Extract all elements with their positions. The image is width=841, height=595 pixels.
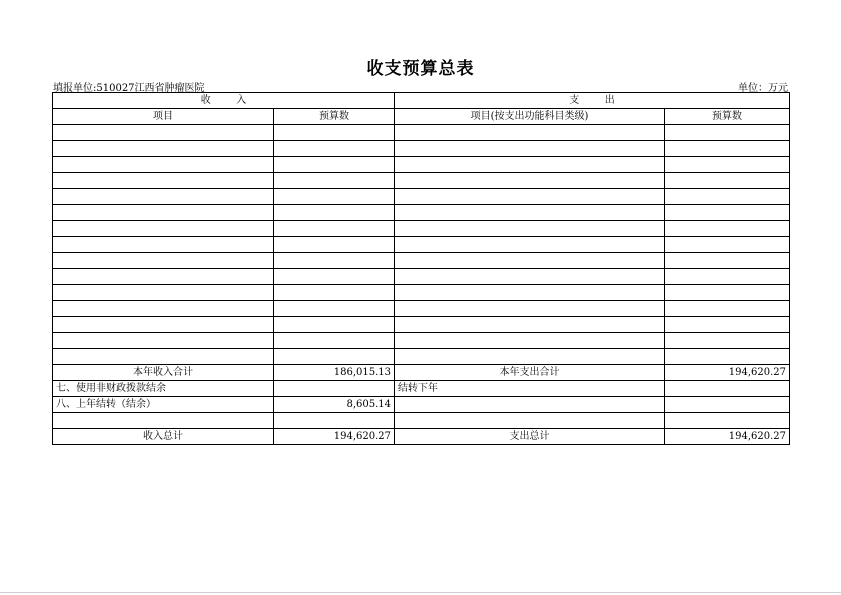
- blank-row: [53, 205, 790, 221]
- income-item-cell: [53, 237, 274, 253]
- expense-item-cell: [395, 397, 665, 413]
- group-header-row: [53, 93, 790, 109]
- summary-row: [53, 429, 790, 445]
- reporting-unit: 填报单位:510027江西省肿瘤医院: [53, 83, 205, 94]
- blank-row: [53, 253, 790, 269]
- income-amount-cell: [274, 157, 395, 173]
- income-amount-cell: [274, 141, 395, 157]
- expense-amount-cell: [665, 333, 790, 349]
- income-item-cell: [53, 205, 274, 221]
- expense-item-cell: 本年支出合计: [395, 365, 665, 381]
- expense-amount-header: 预算数: [665, 109, 790, 125]
- income-item-cell: [53, 413, 274, 429]
- expense-item-cell: [395, 189, 665, 205]
- income-amount-cell: [274, 173, 395, 189]
- expense-item-cell: [395, 141, 665, 157]
- income-item-cell: 七、使用非财政拨款结余: [53, 381, 274, 397]
- income-item-cell: [53, 189, 274, 205]
- expense-item-cell: [395, 205, 665, 221]
- income-amount-cell: [274, 125, 395, 141]
- income-item-cell: [53, 317, 274, 333]
- income-item-cell: [53, 253, 274, 269]
- income-item-cell: [53, 125, 274, 141]
- summary-row: [53, 381, 790, 397]
- expense-item-cell: 结转下年: [395, 381, 665, 397]
- income-item-cell: [53, 333, 274, 349]
- expense-item-cell: [395, 269, 665, 285]
- expense-item-cell: 支出总计: [395, 429, 665, 445]
- page-divider: [0, 592, 841, 593]
- expense-amount-cell: [665, 237, 790, 253]
- income-amount-cell: [274, 381, 395, 397]
- income-amount-cell: [274, 205, 395, 221]
- expense-item-cell: [395, 221, 665, 237]
- income-item-header: 项目: [53, 109, 274, 125]
- blank-row: [53, 333, 790, 349]
- expense-item-cell: [395, 301, 665, 317]
- income-group-header: 收 入: [53, 93, 395, 109]
- income-amount-cell: 194,620.27: [274, 429, 395, 445]
- expense-amount-cell: [665, 125, 790, 141]
- expense-amount-cell: [665, 381, 790, 397]
- expense-item-cell: [395, 173, 665, 189]
- expense-amount-cell: [665, 269, 790, 285]
- expense-amount-cell: [665, 189, 790, 205]
- income-amount-cell: [274, 301, 395, 317]
- summary-row: [53, 365, 790, 381]
- income-amount-cell: [274, 237, 395, 253]
- income-amount-cell: [274, 253, 395, 269]
- expense-amount-cell: [665, 221, 790, 237]
- income-item-cell: 八、上年结转（结余）: [53, 397, 274, 413]
- budget-table: [52, 92, 790, 445]
- expense-group-header: 支 出: [395, 93, 790, 109]
- expense-item-cell: [395, 237, 665, 253]
- expense-item-cell: [395, 125, 665, 141]
- unit-of-measure: 单位：万元: [738, 83, 788, 94]
- expense-amount-cell: [665, 301, 790, 317]
- income-amount-header: 预算数: [274, 109, 395, 125]
- expense-item-cell: [395, 285, 665, 301]
- income-amount-cell: [274, 413, 395, 429]
- income-item-cell: 收入总计: [53, 429, 274, 445]
- income-item-cell: 本年收入合计: [53, 365, 274, 381]
- expense-amount-cell: 194,620.27: [665, 365, 790, 381]
- blank-row: [53, 237, 790, 253]
- blank-row: [53, 141, 790, 157]
- blank-row: [53, 125, 790, 141]
- expense-item-cell: [395, 413, 665, 429]
- blank-row: [53, 173, 790, 189]
- expense-amount-cell: [665, 413, 790, 429]
- expense-amount-cell: [665, 157, 790, 173]
- income-amount-cell: 8,605.14: [274, 397, 395, 413]
- expense-amount-cell: [665, 205, 790, 221]
- expense-item-cell: [395, 317, 665, 333]
- blank-row: [53, 285, 790, 301]
- income-amount-cell: [274, 285, 395, 301]
- income-amount-cell: [274, 189, 395, 205]
- income-item-cell: [53, 157, 274, 173]
- expense-amount-cell: [665, 349, 790, 365]
- income-item-cell: [53, 269, 274, 285]
- blank-row: [53, 349, 790, 365]
- blank-row: [53, 317, 790, 333]
- income-item-cell: [53, 301, 274, 317]
- page-title: 收支预算总表: [366, 59, 475, 79]
- expense-item-cell: [395, 349, 665, 365]
- income-amount-cell: [274, 333, 395, 349]
- income-item-cell: [53, 285, 274, 301]
- expense-amount-cell: [665, 397, 790, 413]
- expense-amount-cell: [665, 285, 790, 301]
- column-header-row: [53, 109, 790, 125]
- expense-item-cell: [395, 253, 665, 269]
- expense-item-header: 项目(按支出功能科目类级): [395, 109, 665, 125]
- expense-amount-cell: [665, 173, 790, 189]
- income-amount-cell: [274, 349, 395, 365]
- income-item-cell: [53, 141, 274, 157]
- income-item-cell: [53, 221, 274, 237]
- expense-amount-cell: [665, 317, 790, 333]
- income-amount-cell: [274, 269, 395, 285]
- expense-amount-cell: [665, 253, 790, 269]
- summary-row: [53, 413, 790, 429]
- blank-row: [53, 301, 790, 317]
- expense-amount-cell: 194,620.27: [665, 429, 790, 445]
- income-amount-cell: [274, 317, 395, 333]
- blank-row: [53, 157, 790, 173]
- blank-row: [53, 221, 790, 237]
- blank-row: [53, 189, 790, 205]
- blank-row: [53, 269, 790, 285]
- expense-item-cell: [395, 333, 665, 349]
- income-amount-cell: 186,015.13: [274, 365, 395, 381]
- income-item-cell: [53, 173, 274, 189]
- income-amount-cell: [274, 221, 395, 237]
- income-item-cell: [53, 349, 274, 365]
- summary-row: [53, 397, 790, 413]
- expense-amount-cell: [665, 141, 790, 157]
- expense-item-cell: [395, 157, 665, 173]
